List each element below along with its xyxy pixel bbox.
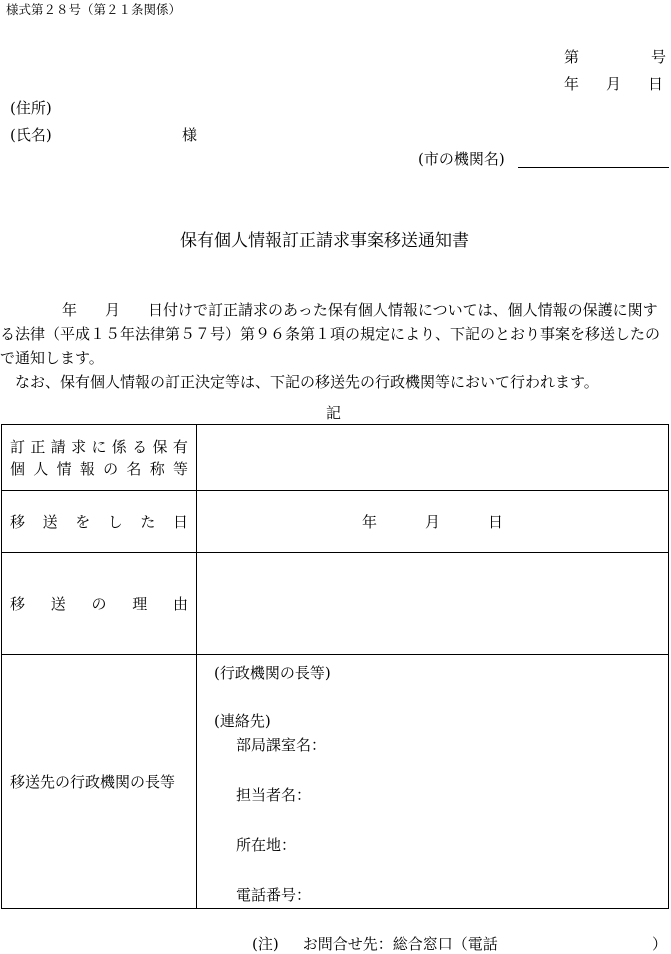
document-title: 保有個人情報訂正請求事案移送通知書 — [180, 231, 469, 251]
label-transfer-date: 移 送 を し た 日 — [2, 491, 197, 553]
table-row-name — [2, 425, 669, 491]
doc-date-day: 日 — [648, 75, 664, 93]
body-line-3: で通知します。 — [0, 349, 104, 367]
doc-number-label: 第 — [564, 48, 580, 66]
field-transfer-date[interactable]: 年 月 日 — [197, 491, 669, 553]
note-close-paren: ） — [652, 935, 668, 953]
dest-head: (行政機関の長等) — [214, 664, 331, 682]
body-line-2: る法律（平成１５年法律第５７号）第９６条第１項の規定により、下記のとおり事案を移送したの — [0, 325, 661, 343]
recipient-name-label: (氏名) — [10, 126, 52, 144]
inquiry-note — [252, 933, 498, 954]
dest-phone: 電話番号： — [236, 886, 312, 904]
recipient-honorific: 様 — [182, 126, 198, 144]
note-label: (注) — [252, 935, 279, 953]
field-destination[interactable] — [197, 655, 669, 909]
field-info-name[interactable] — [197, 425, 669, 491]
label-info-name-line2: 個 人 情 報 の 名 称 等 — [10, 459, 188, 478]
body-line-1: 年 月 日付けで訂正請求のあった保有個人情報については、個人情報の保護に関す — [62, 301, 658, 319]
document-date — [564, 73, 663, 94]
document-number — [564, 46, 666, 67]
table-row-destination — [2, 655, 669, 909]
label-destination: 移送先の行政機関の長等 — [2, 655, 197, 909]
note-text: お問合せ先：総合窓口（電話 — [302, 935, 498, 953]
record-table — [1, 424, 669, 909]
body-line-4: なお、保有個人情報の訂正決定等は、下記の移送先の行政機関等において行われます。 — [15, 373, 599, 391]
table-row-transfer-date — [2, 491, 669, 553]
doc-number-suffix: 号 — [651, 48, 667, 66]
doc-date-month: 月 — [606, 75, 622, 93]
doc-date-year: 年 — [564, 75, 580, 93]
table-row-reason — [2, 553, 669, 655]
body-text — [0, 298, 671, 394]
issuer-label: (市の機関名) — [418, 150, 505, 168]
dest-person: 担当者名： — [236, 786, 312, 804]
ki-heading: 記 — [326, 404, 342, 422]
label-info-name-line1: 訂 正 請 求 に 係 る 保 有 — [10, 437, 188, 456]
label-info-name — [2, 425, 197, 491]
dest-department: 部局課室名： — [236, 736, 327, 754]
recipient-address-label: (住所) — [10, 99, 52, 117]
issuer-signature-line — [518, 167, 669, 168]
field-transfer-reason[interactable] — [197, 553, 669, 655]
dest-location: 所在地： — [236, 836, 297, 854]
label-transfer-reason: 移 送 の 理 由 — [2, 553, 197, 655]
dest-contact: (連絡先) — [214, 712, 271, 730]
form-number: 様式第２８号（第２１条関係） — [6, 2, 182, 17]
